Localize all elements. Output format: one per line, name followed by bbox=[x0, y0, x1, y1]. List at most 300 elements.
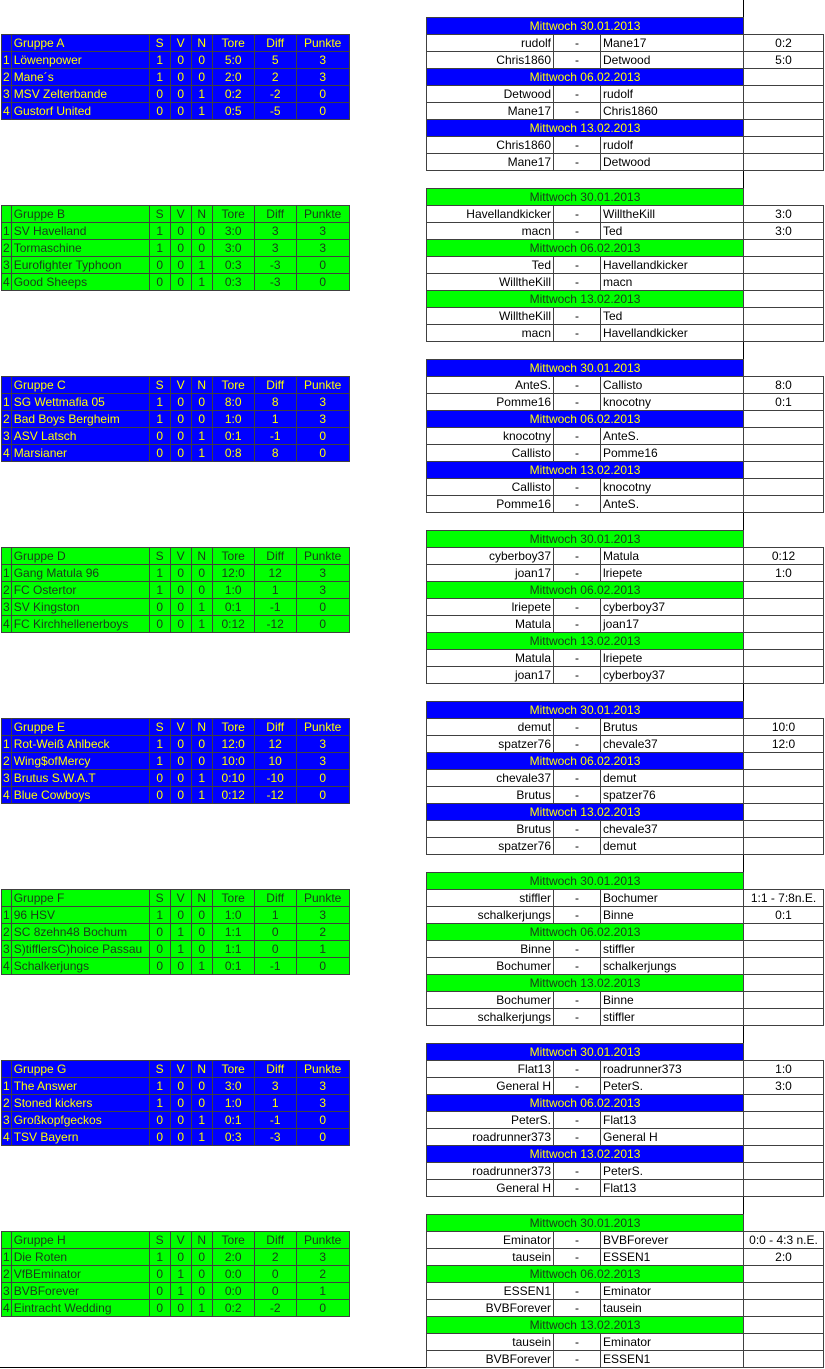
team-row bbox=[2, 753, 350, 770]
divider-line bbox=[743, 171, 744, 188]
away-player: rudolf bbox=[601, 137, 744, 154]
match-result bbox=[744, 154, 824, 171]
team-name: VfBEminator bbox=[11, 1266, 149, 1283]
header-blank bbox=[2, 1061, 12, 1078]
home-player: Havellandkicker bbox=[427, 206, 554, 223]
team-points: 0 bbox=[296, 958, 349, 975]
schedule-table bbox=[426, 701, 824, 855]
team-draws: 0 bbox=[170, 86, 191, 103]
home-player: PeterS. bbox=[427, 1112, 554, 1129]
match-separator: - bbox=[554, 890, 601, 907]
group-section bbox=[0, 1026, 825, 1197]
home-player: chevale37 bbox=[427, 770, 554, 787]
home-player: spatzer76 bbox=[427, 838, 554, 855]
team-draws: 0 bbox=[170, 1112, 191, 1129]
match-row bbox=[427, 992, 824, 1009]
match-row bbox=[427, 736, 824, 753]
team-points: 1 bbox=[296, 941, 349, 958]
header-punkte: Punkte bbox=[296, 1232, 349, 1249]
team-name: TSV Bayern bbox=[11, 1129, 149, 1146]
home-player: macn bbox=[427, 325, 554, 342]
team-position: 3 bbox=[3, 599, 10, 614]
header-diff: Diff bbox=[254, 719, 296, 736]
header-diff: Diff bbox=[254, 890, 296, 907]
header-tore: Tore bbox=[212, 377, 254, 394]
team-name: 96 HSV bbox=[11, 907, 149, 924]
home-player: spatzer76 bbox=[427, 736, 554, 753]
team-name: Wing$ofMercy bbox=[11, 753, 149, 770]
result-blank bbox=[744, 411, 824, 428]
team-position: 2 bbox=[3, 411, 10, 426]
team-position: 4 bbox=[3, 1129, 10, 1144]
divider-line bbox=[743, 0, 744, 17]
header-blank bbox=[2, 719, 12, 736]
match-result: 0:12 bbox=[744, 548, 824, 565]
round-date: Mittwoch 06.02.2013 bbox=[427, 1095, 744, 1112]
home-player: joan17 bbox=[427, 565, 554, 582]
team-goals: 1:0 bbox=[212, 582, 254, 599]
team-goals: 0:3 bbox=[212, 1129, 254, 1146]
home-player: Detwood bbox=[427, 86, 554, 103]
group-name: Gruppe F bbox=[11, 890, 149, 907]
header-tore: Tore bbox=[212, 890, 254, 907]
home-player: Brutus bbox=[427, 821, 554, 838]
team-draws: 0 bbox=[170, 223, 191, 240]
header-blank bbox=[2, 35, 12, 52]
header-blank bbox=[2, 548, 12, 565]
team-draws: 0 bbox=[170, 616, 191, 633]
schedule-table bbox=[426, 359, 824, 513]
match-row bbox=[427, 1180, 824, 1197]
match-result: 3:0 bbox=[744, 1078, 824, 1095]
team-draws: 0 bbox=[170, 736, 191, 753]
standings-table bbox=[1, 34, 350, 120]
round-date: Mittwoch 30.01.2013 bbox=[427, 531, 744, 548]
match-separator: - bbox=[554, 941, 601, 958]
match-separator: - bbox=[554, 274, 601, 291]
team-draws: 0 bbox=[170, 1095, 191, 1112]
away-player: demut bbox=[601, 838, 744, 855]
away-player: ESSEN1 bbox=[601, 1249, 744, 1266]
match-result bbox=[744, 308, 824, 325]
team-row bbox=[2, 52, 350, 69]
result-blank bbox=[744, 1146, 824, 1163]
team-goal-diff: 1 bbox=[254, 1095, 296, 1112]
home-player: Ted bbox=[427, 257, 554, 274]
match-row bbox=[427, 1283, 824, 1300]
home-player: BVBForever bbox=[427, 1300, 554, 1317]
header-n: N bbox=[191, 1061, 212, 1078]
match-separator: - bbox=[554, 1283, 601, 1300]
team-position: 2 bbox=[3, 69, 10, 84]
team-points: 0 bbox=[296, 428, 349, 445]
match-result bbox=[744, 86, 824, 103]
match-separator: - bbox=[554, 35, 601, 52]
team-draws: 0 bbox=[170, 599, 191, 616]
match-row bbox=[427, 103, 824, 120]
match-separator: - bbox=[554, 719, 601, 736]
header-v: V bbox=[170, 890, 191, 907]
team-goal-diff: -1 bbox=[254, 1112, 296, 1129]
round-date: Mittwoch 30.01.2013 bbox=[427, 1215, 744, 1232]
team-losses: 1 bbox=[191, 1129, 212, 1146]
team-position: 2 bbox=[3, 753, 10, 768]
away-player: Eminator bbox=[601, 1334, 744, 1351]
home-player: joan17 bbox=[427, 667, 554, 684]
team-points: 1 bbox=[296, 1283, 349, 1300]
home-player: Matula bbox=[427, 650, 554, 667]
team-points: 3 bbox=[296, 52, 349, 69]
team-goal-diff: -2 bbox=[254, 1300, 296, 1317]
team-goals: 0:5 bbox=[212, 103, 254, 120]
team-row bbox=[2, 103, 350, 120]
match-result: 3:0 bbox=[744, 206, 824, 223]
away-player: BVBForever bbox=[601, 1232, 744, 1249]
team-goal-diff: -12 bbox=[254, 787, 296, 804]
result-blank bbox=[744, 1266, 824, 1283]
match-row bbox=[427, 1249, 824, 1266]
match-result: 0:0 - 4:3 n.E. bbox=[744, 1232, 824, 1249]
home-player: macn bbox=[427, 223, 554, 240]
round-row bbox=[427, 633, 824, 650]
team-row bbox=[2, 86, 350, 103]
team-name: The Answer bbox=[11, 1078, 149, 1095]
match-separator: - bbox=[554, 103, 601, 120]
standings-header-row bbox=[2, 206, 350, 223]
standings-table bbox=[1, 547, 350, 633]
header-n: N bbox=[191, 35, 212, 52]
away-player: cyberboy37 bbox=[601, 667, 744, 684]
team-goal-diff: -12 bbox=[254, 616, 296, 633]
team-wins: 0 bbox=[149, 86, 170, 103]
team-draws: 0 bbox=[170, 565, 191, 582]
divider-line bbox=[743, 684, 744, 701]
team-name: SV Havelland bbox=[11, 223, 149, 240]
team-position: 4 bbox=[3, 1300, 10, 1315]
home-player: lriepete bbox=[427, 599, 554, 616]
team-draws: 0 bbox=[170, 411, 191, 428]
team-goal-diff: 0 bbox=[254, 1283, 296, 1300]
result-blank bbox=[744, 633, 824, 650]
team-name: FC Kirchhellenerboys bbox=[11, 616, 149, 633]
team-points: 3 bbox=[296, 753, 349, 770]
match-result bbox=[744, 137, 824, 154]
team-position: 2 bbox=[3, 1095, 10, 1110]
team-losses: 1 bbox=[191, 445, 212, 462]
team-draws: 0 bbox=[170, 958, 191, 975]
team-wins: 0 bbox=[149, 1283, 170, 1300]
team-goal-diff: -5 bbox=[254, 103, 296, 120]
result-blank bbox=[744, 531, 824, 548]
team-position: 3 bbox=[3, 941, 10, 956]
team-goal-diff: 3 bbox=[254, 223, 296, 240]
match-result bbox=[744, 1334, 824, 1351]
match-result bbox=[744, 650, 824, 667]
header-v: V bbox=[170, 206, 191, 223]
team-name: Bad Boys Bergheim bbox=[11, 411, 149, 428]
header-v: V bbox=[170, 1232, 191, 1249]
team-goal-diff: 5 bbox=[254, 52, 296, 69]
team-row bbox=[2, 69, 350, 86]
team-wins: 0 bbox=[149, 958, 170, 975]
team-losses: 0 bbox=[191, 1078, 212, 1095]
team-goal-diff: 2 bbox=[254, 1249, 296, 1266]
match-row bbox=[427, 599, 824, 616]
header-s: S bbox=[149, 206, 170, 223]
header-n: N bbox=[191, 890, 212, 907]
away-player: knocotny bbox=[601, 394, 744, 411]
team-goals: 3:0 bbox=[212, 223, 254, 240]
team-losses: 1 bbox=[191, 770, 212, 787]
match-row bbox=[427, 787, 824, 804]
away-player: tausein bbox=[601, 1300, 744, 1317]
team-name: SV Kingston bbox=[11, 599, 149, 616]
team-wins: 1 bbox=[149, 411, 170, 428]
match-separator: - bbox=[554, 616, 601, 633]
team-goals: 0:3 bbox=[212, 257, 254, 274]
group-section bbox=[0, 513, 825, 684]
round-date: Mittwoch 06.02.2013 bbox=[427, 753, 744, 770]
team-points: 2 bbox=[296, 1266, 349, 1283]
match-separator: - bbox=[554, 1334, 601, 1351]
away-player: ESSEN1 bbox=[601, 1351, 744, 1368]
away-player: Havellandkicker bbox=[601, 257, 744, 274]
home-player: Flat13 bbox=[427, 1061, 554, 1078]
team-position: 4 bbox=[3, 958, 10, 973]
team-position: 3 bbox=[3, 428, 10, 443]
header-blank bbox=[2, 1232, 12, 1249]
header-n: N bbox=[191, 1232, 212, 1249]
away-player: joan17 bbox=[601, 616, 744, 633]
team-goals: 0:12 bbox=[212, 787, 254, 804]
round-date: Mittwoch 13.02.2013 bbox=[427, 975, 744, 992]
team-draws: 0 bbox=[170, 257, 191, 274]
team-row bbox=[2, 1112, 350, 1129]
round-date: Mittwoch 06.02.2013 bbox=[427, 69, 744, 86]
match-row bbox=[427, 548, 824, 565]
team-goal-diff: 3 bbox=[254, 1078, 296, 1095]
away-player: PeterS. bbox=[601, 1078, 744, 1095]
away-player: Binne bbox=[601, 907, 744, 924]
team-goals: 0:2 bbox=[212, 86, 254, 103]
schedule-table bbox=[426, 1214, 824, 1368]
match-result bbox=[744, 103, 824, 120]
team-points: 3 bbox=[296, 582, 349, 599]
header-tore: Tore bbox=[212, 1061, 254, 1078]
team-row bbox=[2, 428, 350, 445]
home-player: cyberboy37 bbox=[427, 548, 554, 565]
match-separator: - bbox=[554, 206, 601, 223]
match-separator: - bbox=[554, 1009, 601, 1026]
round-row bbox=[427, 240, 824, 257]
team-row bbox=[2, 1300, 350, 1317]
team-wins: 0 bbox=[149, 1300, 170, 1317]
team-row bbox=[2, 958, 350, 975]
away-player: stiffler bbox=[601, 1009, 744, 1026]
match-row bbox=[427, 35, 824, 52]
round-row bbox=[427, 804, 824, 821]
team-position: 3 bbox=[3, 257, 10, 272]
team-losses: 0 bbox=[191, 582, 212, 599]
team-position: 4 bbox=[3, 445, 10, 460]
match-row bbox=[427, 770, 824, 787]
header-punkte: Punkte bbox=[296, 206, 349, 223]
away-player: AnteS. bbox=[601, 428, 744, 445]
team-goal-diff: 1 bbox=[254, 582, 296, 599]
match-separator: - bbox=[554, 548, 601, 565]
team-wins: 1 bbox=[149, 1078, 170, 1095]
round-row bbox=[427, 1044, 824, 1061]
header-punkte: Punkte bbox=[296, 548, 349, 565]
team-goal-diff: -3 bbox=[254, 257, 296, 274]
round-row bbox=[427, 1266, 824, 1283]
match-row bbox=[427, 1300, 824, 1317]
team-goals: 8:0 bbox=[212, 394, 254, 411]
home-player: tausein bbox=[427, 1334, 554, 1351]
header-n: N bbox=[191, 548, 212, 565]
team-losses: 0 bbox=[191, 1095, 212, 1112]
team-goals: 0:1 bbox=[212, 958, 254, 975]
team-wins: 0 bbox=[149, 1129, 170, 1146]
home-player: Brutus bbox=[427, 787, 554, 804]
result-blank bbox=[744, 924, 824, 941]
round-date: Mittwoch 13.02.2013 bbox=[427, 804, 744, 821]
team-name: S)tifflersC)hoice Passau bbox=[11, 941, 149, 958]
round-row bbox=[427, 1317, 824, 1334]
away-player: Callisto bbox=[601, 377, 744, 394]
match-row bbox=[427, 86, 824, 103]
team-wins: 1 bbox=[149, 69, 170, 86]
header-tore: Tore bbox=[212, 548, 254, 565]
team-wins: 0 bbox=[149, 616, 170, 633]
team-goals: 0:0 bbox=[212, 1266, 254, 1283]
divider-line bbox=[743, 1026, 744, 1043]
round-row bbox=[427, 753, 824, 770]
team-draws: 0 bbox=[170, 52, 191, 69]
match-result bbox=[744, 1009, 824, 1026]
header-blank bbox=[2, 377, 12, 394]
team-goal-diff: 10 bbox=[254, 753, 296, 770]
team-goals: 3:0 bbox=[212, 240, 254, 257]
team-losses: 0 bbox=[191, 52, 212, 69]
group-name: Gruppe H bbox=[11, 1232, 149, 1249]
away-player: AnteS. bbox=[601, 496, 744, 513]
group-section bbox=[0, 684, 825, 855]
team-goal-diff: -2 bbox=[254, 86, 296, 103]
match-result: 12:0 bbox=[744, 736, 824, 753]
bottom-rule bbox=[0, 1367, 426, 1368]
match-row bbox=[427, 941, 824, 958]
match-result bbox=[744, 274, 824, 291]
round-date: Mittwoch 30.01.2013 bbox=[427, 702, 744, 719]
team-losses: 0 bbox=[191, 69, 212, 86]
away-player: WilltheKill bbox=[601, 206, 744, 223]
match-row bbox=[427, 394, 824, 411]
team-goals: 3:0 bbox=[212, 1078, 254, 1095]
home-player: Bochumer bbox=[427, 958, 554, 975]
team-wins: 0 bbox=[149, 1112, 170, 1129]
round-date: Mittwoch 30.01.2013 bbox=[427, 189, 744, 206]
team-goals: 5:0 bbox=[212, 52, 254, 69]
standings-header-row bbox=[2, 377, 350, 394]
match-row bbox=[427, 257, 824, 274]
team-goal-diff: -10 bbox=[254, 770, 296, 787]
home-player: Pomme16 bbox=[427, 394, 554, 411]
team-draws: 0 bbox=[170, 394, 191, 411]
team-name: Good Sheeps bbox=[11, 274, 149, 291]
match-separator: - bbox=[554, 958, 601, 975]
team-losses: 0 bbox=[191, 941, 212, 958]
header-punkte: Punkte bbox=[296, 1061, 349, 1078]
away-player: lriepete bbox=[601, 650, 744, 667]
team-wins: 0 bbox=[149, 770, 170, 787]
team-name: SG Wettmafia 05 bbox=[11, 394, 149, 411]
team-row bbox=[2, 411, 350, 428]
match-result: 0:2 bbox=[744, 35, 824, 52]
match-result: 10:0 bbox=[744, 719, 824, 736]
header-tore: Tore bbox=[212, 719, 254, 736]
match-separator: - bbox=[554, 394, 601, 411]
standings-header-row bbox=[2, 890, 350, 907]
team-points: 0 bbox=[296, 770, 349, 787]
header-s: S bbox=[149, 1232, 170, 1249]
team-goals: 1:1 bbox=[212, 924, 254, 941]
result-blank bbox=[744, 582, 824, 599]
group-name: Gruppe G bbox=[11, 1061, 149, 1078]
team-position: 4 bbox=[3, 274, 10, 289]
team-wins: 1 bbox=[149, 565, 170, 582]
team-position: 1 bbox=[3, 52, 10, 67]
away-player: chevale37 bbox=[601, 821, 744, 838]
home-player: General H bbox=[427, 1078, 554, 1095]
round-date: Mittwoch 13.02.2013 bbox=[427, 462, 744, 479]
away-player: knocotny bbox=[601, 479, 744, 496]
team-points: 0 bbox=[296, 445, 349, 462]
team-name: Eintracht Wedding bbox=[11, 1300, 149, 1317]
match-row bbox=[427, 650, 824, 667]
team-row bbox=[2, 1249, 350, 1266]
away-player: Ted bbox=[601, 223, 744, 240]
match-result bbox=[744, 599, 824, 616]
match-row bbox=[427, 667, 824, 684]
team-goals: 0:2 bbox=[212, 1300, 254, 1317]
schedule-table bbox=[426, 872, 824, 1026]
round-date: Mittwoch 06.02.2013 bbox=[427, 240, 744, 257]
team-wins: 0 bbox=[149, 428, 170, 445]
team-points: 3 bbox=[296, 240, 349, 257]
team-position: 3 bbox=[3, 1283, 10, 1298]
team-position: 4 bbox=[3, 103, 10, 118]
away-player: demut bbox=[601, 770, 744, 787]
match-result bbox=[744, 821, 824, 838]
header-punkte: Punkte bbox=[296, 719, 349, 736]
header-blank bbox=[2, 206, 12, 223]
header-tore: Tore bbox=[212, 35, 254, 52]
header-s: S bbox=[149, 377, 170, 394]
team-wins: 1 bbox=[149, 394, 170, 411]
match-result bbox=[744, 958, 824, 975]
team-position: 3 bbox=[3, 86, 10, 101]
match-result bbox=[744, 992, 824, 1009]
standings-table bbox=[1, 376, 350, 462]
round-date: Mittwoch 30.01.2013 bbox=[427, 1044, 744, 1061]
standings-header-row bbox=[2, 719, 350, 736]
team-losses: 0 bbox=[191, 1249, 212, 1266]
team-goals: 12:0 bbox=[212, 565, 254, 582]
match-separator: - bbox=[554, 907, 601, 924]
round-date: Mittwoch 06.02.2013 bbox=[427, 924, 744, 941]
round-row bbox=[427, 69, 824, 86]
